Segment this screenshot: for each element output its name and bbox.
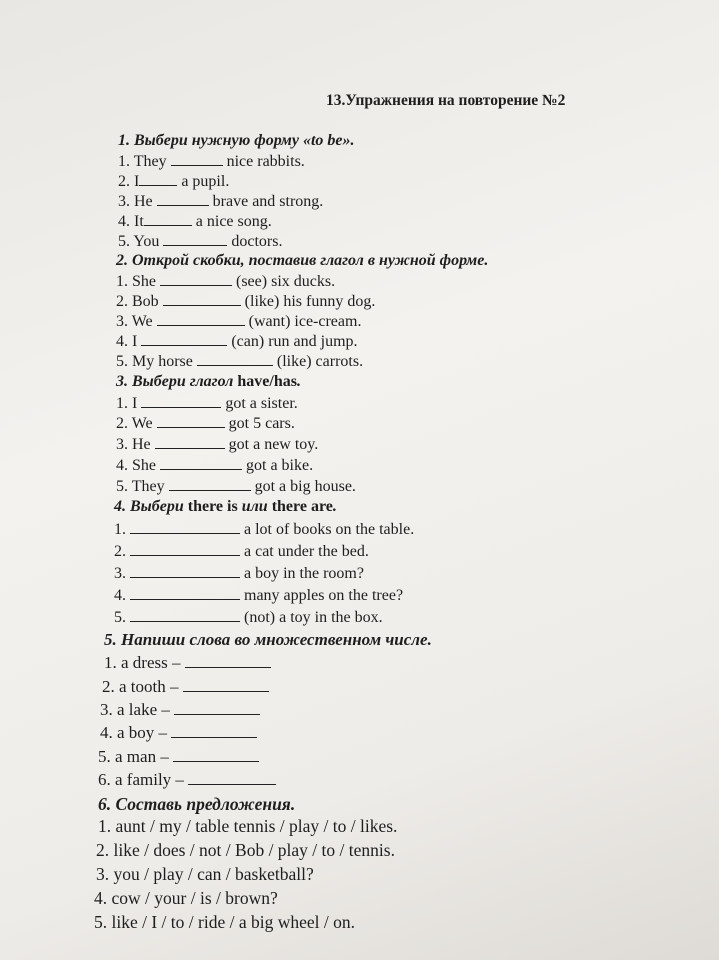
exercise-item: 4. It a nice song.: [118, 213, 272, 230]
exercise-item: 3. you / play / can / basketball?: [96, 864, 314, 884]
exercise-item: 2. a cat under the bed.: [114, 543, 369, 560]
exercise-item: 5. You doctors.: [118, 233, 283, 250]
exercise-item: 1. I got a sister.: [116, 395, 298, 412]
exercise-item: 4. a boy –: [100, 723, 257, 743]
exercise-item: 5. They got a big house.: [116, 478, 356, 495]
section-2-heading: 2. Открой скобки, поставив глагол в нужной форме.: [116, 252, 489, 269]
exercise-item: 1. aunt / my / table tennis / play / to / likes.: [98, 816, 398, 836]
exercise-item: 1. They nice rabbits.: [118, 153, 305, 170]
exercise-item: 4. many apples on the tree?: [114, 587, 404, 604]
section-3-heading: 3. Выбери глагол have/has.: [116, 373, 301, 390]
exercise-item: 1. a lot of books on the table.: [114, 521, 415, 538]
exercise-item: 3. He got a new toy.: [116, 436, 319, 453]
exercise-item: 5. (not) a toy in the box.: [114, 609, 383, 626]
exercise-item: 4. She got a bike.: [116, 457, 314, 474]
exercise-item: 3. We (want) ice-cream.: [116, 313, 362, 330]
page-title: 13.Упражнения на повторение №2: [326, 92, 566, 109]
exercise-item: 2. Bob (like) his funny dog.: [116, 293, 376, 310]
exercise-item: 3. a lake –: [100, 700, 260, 720]
section-5-heading: 5. Напиши слова во множественном числе.: [104, 630, 432, 649]
exercise-item: 1. a dress –: [104, 653, 271, 673]
exercise-item: 5. like / I / to / ride / a big wheel / on.: [94, 912, 355, 932]
exercise-item: 5. My horse (like) carrots.: [116, 353, 364, 370]
exercise-item: 4. cow / your / is / brown?: [94, 888, 278, 908]
exercise-item: 2. a tooth –: [102, 677, 269, 697]
exercise-item: 3. He brave and strong.: [118, 193, 324, 210]
exercise-item: 2. We got 5 cars.: [116, 415, 295, 432]
section-1-heading: 1. Выбери нужную форму «to be».: [118, 132, 355, 149]
section-4-heading: 4. Выбери there is или there are.: [114, 498, 337, 515]
exercise-item: 2. I a pupil.: [118, 173, 230, 190]
exercise-item: 1. She (see) six ducks.: [116, 273, 336, 290]
exercise-item: 3. a boy in the room?: [114, 565, 364, 582]
exercise-item: 2. like / does / not / Bob / play / to / tennis.: [96, 840, 395, 860]
exercise-item: 6. a family –: [98, 770, 276, 790]
exercise-item: 4. I (can) run and jump.: [116, 333, 358, 350]
exercise-item: 5. a man –: [98, 747, 259, 767]
section-6-heading: 6. Составь предложения.: [98, 794, 296, 814]
